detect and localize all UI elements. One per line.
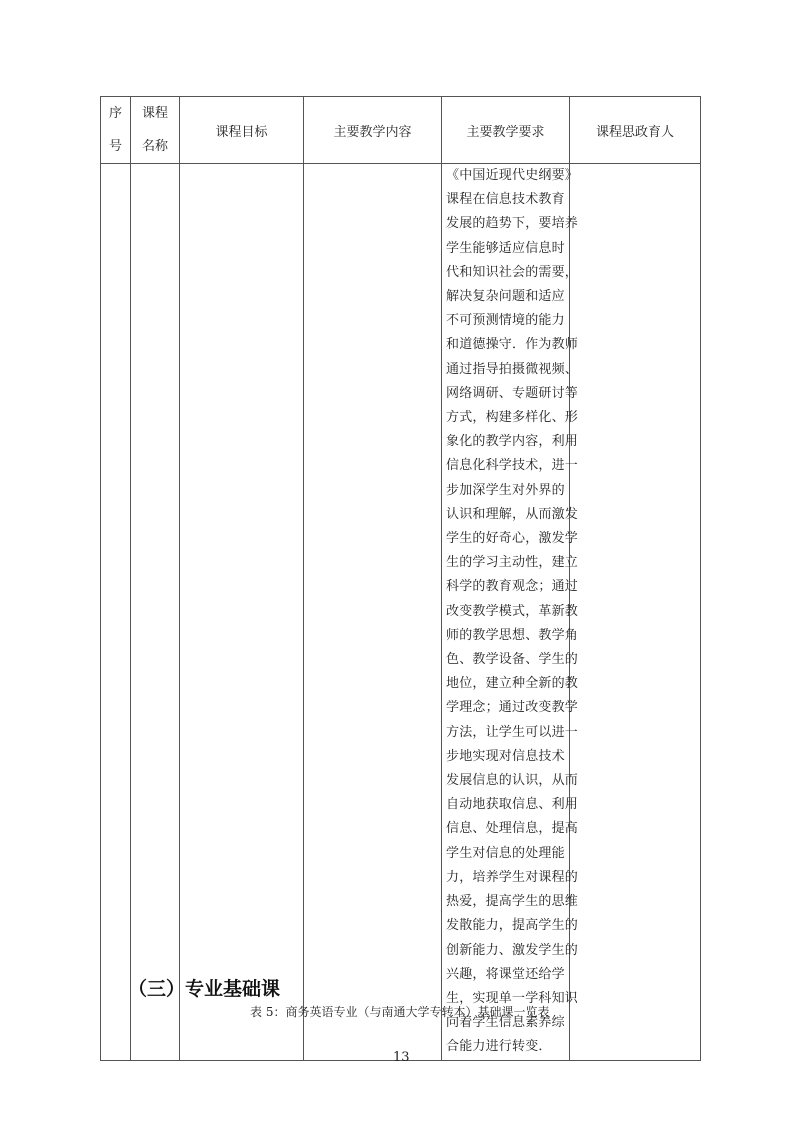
- table-row: [101, 164, 701, 1061]
- requirements-text-line: 代和知识社会的需要，: [446, 264, 579, 280]
- table-caption: 表 5：商务英语专业（与南通大学专转本）基础课一览表: [250, 1005, 550, 1019]
- requirements-text-line: 方式，构建多样化、形: [446, 410, 579, 426]
- header-course-name-line1: 课程: [141, 105, 168, 121]
- requirements-text-line: 创新能力、激发学生的: [446, 942, 579, 958]
- requirements-text-line: 不可预测情境的能力: [446, 313, 565, 329]
- requirements-text-line: 学生能够适应信息时: [446, 240, 565, 256]
- requirements-text-line: 通过指导拍摄微视频、: [446, 361, 579, 377]
- cell-course-name: [131, 164, 180, 1061]
- course-table: [100, 96, 701, 1061]
- cell-main-content: [304, 164, 442, 1061]
- page-number: 13: [393, 1050, 410, 1065]
- requirements-text-line: 改变教学模式，革新教: [446, 603, 579, 619]
- header-course-name-line2: 名称: [141, 138, 168, 154]
- cell-index: [101, 164, 131, 1061]
- requirements-text-line: 课程在信息技术教育: [446, 192, 565, 208]
- requirements-text-line: 信息、处理信息，提高: [446, 821, 579, 837]
- requirements-text-line: 科学的教育观念；通过: [446, 579, 579, 595]
- requirements-text-line: 发散能力，提高学生的: [446, 918, 579, 934]
- requirements-text-line: 步加深学生对外界的: [446, 482, 565, 498]
- header-ideological-education: 课程思政育人: [570, 97, 701, 164]
- table-header-row: [101, 97, 701, 164]
- requirements-text-line: 步地实现对信息技术: [446, 748, 565, 764]
- requirements-text-line: 色、教学设备、学生的: [446, 652, 579, 668]
- requirements-text-line: 生，实现单一学科知识: [446, 990, 579, 1006]
- requirements-text-line: 合能力进行转变．: [446, 1039, 552, 1055]
- cell-ideological-education: [570, 164, 701, 1061]
- requirements-text-line: 兴趣，将课堂还给学: [446, 966, 565, 982]
- requirements-text-line: 师的教学思想、教学角: [446, 627, 579, 643]
- cell-course-goal: [180, 164, 304, 1061]
- requirements-text-line: 网络调研、专题研讨等: [446, 385, 579, 401]
- requirements-text-line: 学生的好奇心，激发学: [446, 531, 579, 547]
- requirements-text-line: 生的学习主动性，建立: [446, 555, 579, 571]
- requirements-text-line: 发展信息的认识，从而: [446, 773, 579, 789]
- requirements-text-line: 信息化科学技术，进一: [446, 458, 579, 474]
- requirements-text-line: 力，培养学生对课程的: [446, 869, 579, 885]
- requirements-text-line: 解决复杂问题和适应: [446, 289, 565, 305]
- requirements-text-line: 地位，建立种全新的教: [446, 676, 579, 692]
- header-course-goal: 课程目标: [180, 97, 304, 164]
- requirements-text-line: 学理念；通过改变教学: [446, 700, 579, 716]
- header-main-content: 主要教学内容: [304, 97, 442, 164]
- requirements-text-line: 《中国近现代史纲要》: [446, 168, 579, 183]
- requirements-text-line: 自动地获取信息、利用: [446, 797, 579, 813]
- requirements-text-line: 认识和理解，从而激发: [446, 506, 579, 522]
- requirements-text-line: 发展的趋势下，要培养: [446, 216, 579, 232]
- header-index-line1: 序: [108, 105, 122, 121]
- requirements-text-line: 方法，让学生可以进一: [446, 724, 579, 740]
- requirements-text-line: 向着学生信息素养综: [446, 1015, 565, 1031]
- requirements-text-line: 象化的教学内容，利用: [446, 434, 579, 450]
- header-main-requirements: 主要教学要求: [442, 97, 570, 164]
- header-course-name: [131, 97, 180, 164]
- header-index-line2: 号: [108, 138, 122, 154]
- requirements-text-line: 和道德操守．作为教师: [446, 337, 579, 353]
- section-heading: （三）专业基础课: [128, 978, 281, 1000]
- requirements-text-line: 热爱，提高学生的思维: [446, 894, 579, 910]
- header-index: [101, 97, 131, 164]
- requirements-text-line: 学生对信息的处理能: [446, 845, 565, 861]
- cell-main-requirements: [442, 164, 579, 1061]
